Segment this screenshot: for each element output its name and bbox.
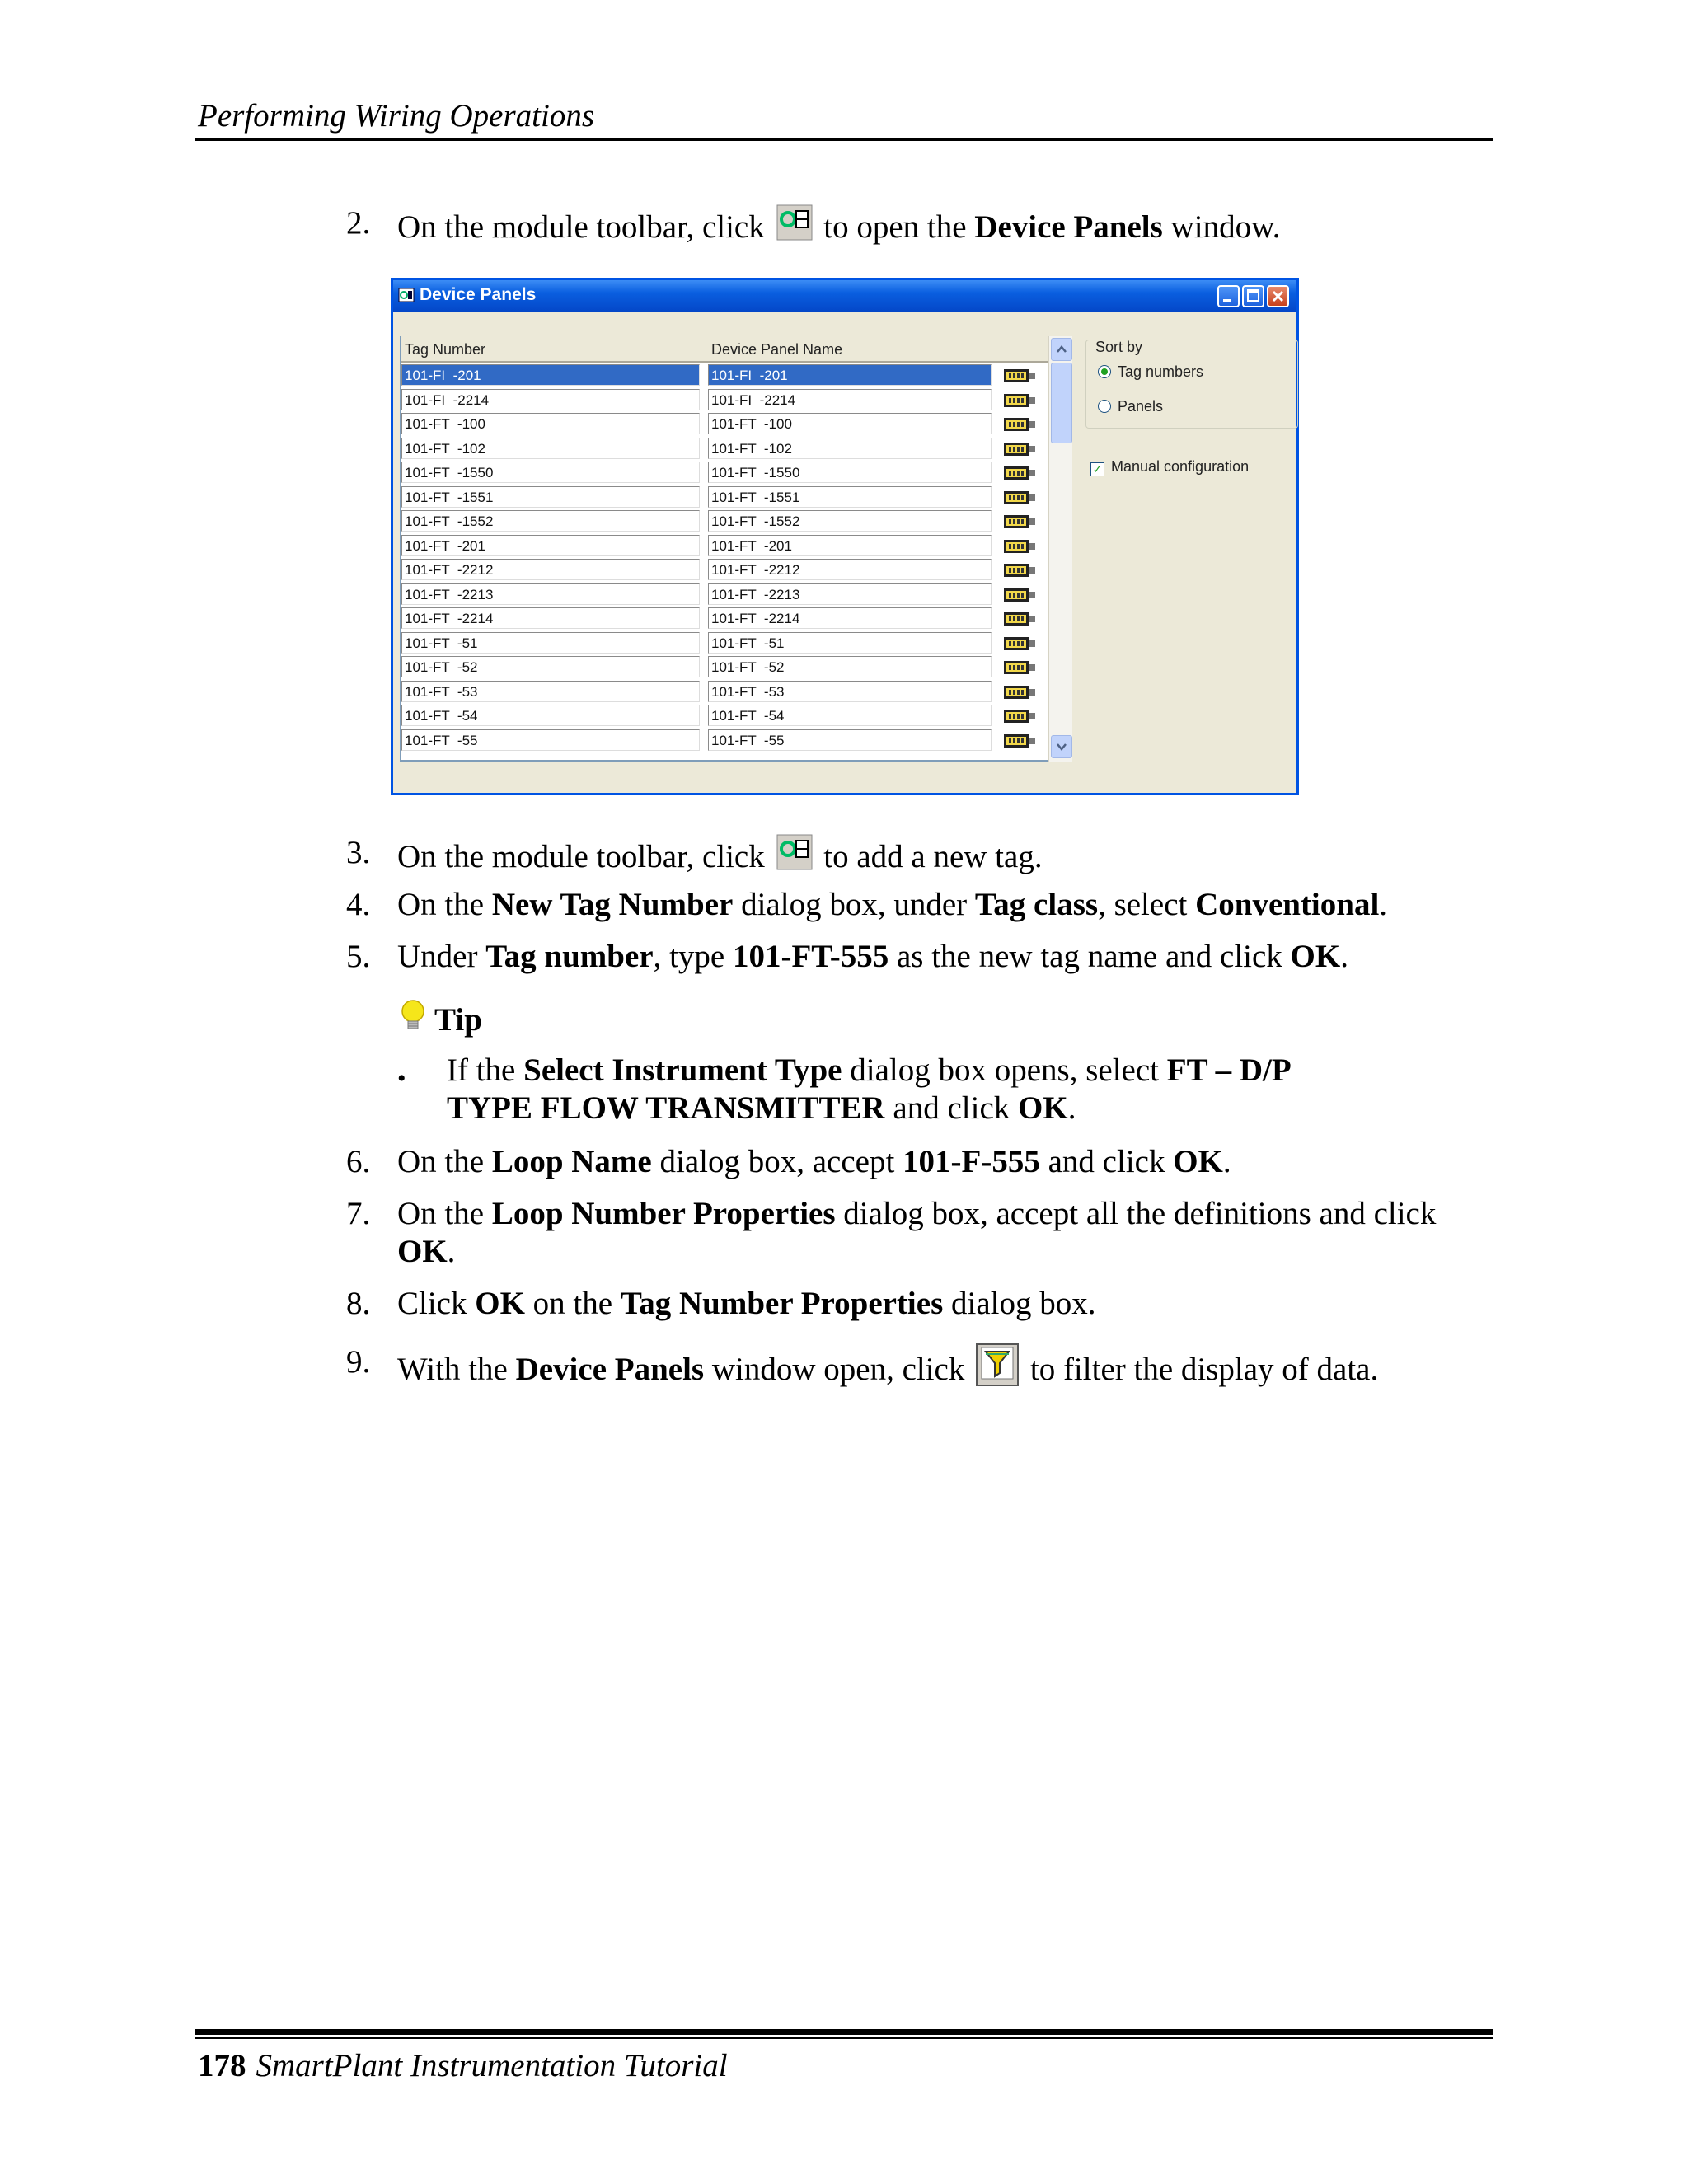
cell-tag-number[interactable]: 101-FT -1552 <box>401 510 700 532</box>
cell-device-panel-name[interactable]: 101-FT -53 <box>708 681 992 702</box>
device-panel-icon[interactable] <box>1003 513 1036 531</box>
table-row[interactable] <box>401 607 1053 631</box>
device-panel-icon[interactable] <box>1003 367 1036 385</box>
cell-tag-number[interactable]: 101-FT -2212 <box>401 559 700 580</box>
tip-heading: Tip <box>399 999 482 1038</box>
cell-tag-number[interactable]: 101-FT -2213 <box>401 583 700 605</box>
checkmark-icon: ✓ <box>1090 462 1104 476</box>
cell-tag-number[interactable]: 101-FT -1551 <box>401 486 700 508</box>
chevron-down-icon <box>1052 736 1071 757</box>
cell-device-panel-name[interactable]: 101-FT -2213 <box>708 583 992 605</box>
minimize-button[interactable] <box>1217 285 1240 307</box>
cell-device-panel-name[interactable]: 101-FI -2214 <box>708 389 992 410</box>
table-row[interactable] <box>401 534 1053 559</box>
close-button[interactable] <box>1267 285 1289 307</box>
window-title: Device Panels <box>420 285 537 304</box>
table-row[interactable] <box>401 461 1053 485</box>
device-panels-toolbar-icon <box>776 204 813 241</box>
page-number: 178 <box>198 2048 246 2083</box>
cell-device-panel-name[interactable]: 101-FT -100 <box>708 413 992 434</box>
device-panel-icon[interactable] <box>1003 658 1036 677</box>
table-row[interactable] <box>401 655 1053 680</box>
cell-tag-number[interactable]: 101-FT -51 <box>401 632 700 654</box>
device-panel-icon[interactable] <box>1003 415 1036 434</box>
window-icon <box>398 287 415 303</box>
table-row[interactable] <box>401 558 1053 583</box>
device-panel-icon[interactable] <box>1003 464 1036 482</box>
device-panel-icon[interactable] <box>1003 586 1036 604</box>
cell-tag-number[interactable]: 101-FT -2214 <box>401 607 700 629</box>
device-panel-icon[interactable] <box>1003 683 1036 701</box>
table-row[interactable] <box>401 729 1053 753</box>
column-header-tag-number[interactable]: Tag Number <box>401 336 708 363</box>
cell-tag-number[interactable]: 101-FT -201 <box>401 535 700 556</box>
table-row[interactable] <box>401 680 1053 705</box>
radio-tag-numbers[interactable]: Tag numbers <box>1098 363 1203 381</box>
device-panel-icon[interactable] <box>1003 537 1036 555</box>
radio-selected-icon <box>1098 365 1111 378</box>
device-panel-icon[interactable] <box>1003 489 1036 507</box>
header-rule <box>195 138 1493 141</box>
table-row[interactable] <box>401 631 1053 656</box>
column-header-device-panel-name[interactable]: Device Panel Name <box>708 336 1048 363</box>
cell-tag-number[interactable]: 101-FT -55 <box>401 729 700 751</box>
sort-by-group <box>1085 340 1298 429</box>
table-row[interactable] <box>401 388 1053 413</box>
cell-device-panel-name[interactable]: 101-FT -1552 <box>708 510 992 532</box>
cell-tag-number[interactable]: 101-FI -2214 <box>401 389 700 410</box>
cell-device-panel-name[interactable]: 101-FT -102 <box>708 438 992 459</box>
table-row[interactable] <box>401 509 1053 534</box>
cell-tag-number[interactable]: 101-FT -1550 <box>401 462 700 483</box>
checkbox-manual-configuration[interactable]: ✓ Manual configuration <box>1090 458 1249 476</box>
new-tag-toolbar-icon <box>776 834 813 870</box>
radio-panels[interactable]: Panels <box>1098 398 1163 415</box>
device-panel-icon[interactable] <box>1003 391 1036 410</box>
grid-rows <box>401 363 1053 752</box>
step-number: 2. <box>346 205 371 241</box>
cell-device-panel-name[interactable]: 101-FT -1550 <box>708 462 992 483</box>
cell-device-panel-name[interactable]: 101-FT -1551 <box>708 486 992 508</box>
cell-tag-number[interactable]: 101-FT -54 <box>401 705 700 726</box>
book-title: SmartPlant Instrumentation Tutorial <box>256 2048 728 2083</box>
scroll-thumb[interactable] <box>1051 363 1072 443</box>
filter-toolbar-icon <box>976 1343 1019 1386</box>
lightbulb-icon <box>399 999 427 1033</box>
table-row[interactable] <box>401 437 1053 462</box>
table-row[interactable] <box>401 412 1053 437</box>
cell-device-panel-name[interactable]: 101-FT -54 <box>708 705 992 726</box>
cell-tag-number[interactable]: 101-FT -53 <box>401 681 700 702</box>
cell-tag-number[interactable]: 101-FT -102 <box>401 438 700 459</box>
cell-tag-number[interactable]: 101-FT -52 <box>401 656 700 677</box>
device-panel-icon[interactable] <box>1003 561 1036 579</box>
table-row[interactable] <box>401 704 1053 729</box>
cell-tag-number[interactable]: 101-FT -100 <box>401 413 700 434</box>
cell-device-panel-name[interactable]: 101-FI -201 <box>708 364 992 386</box>
cell-device-panel-name[interactable]: 101-FT -2212 <box>708 559 992 580</box>
chevron-up-icon <box>1052 339 1071 360</box>
vertical-scrollbar[interactable] <box>1048 336 1072 762</box>
scroll-up-button[interactable] <box>1051 338 1072 361</box>
cell-tag-number[interactable]: 101-FI -201 <box>401 364 700 386</box>
close-icon <box>1268 287 1287 306</box>
footer-rule <box>195 2029 1493 2035</box>
cell-device-panel-name[interactable]: 101-FT -2214 <box>708 607 992 629</box>
device-panel-icon[interactable] <box>1003 635 1036 653</box>
maximize-icon <box>1244 287 1263 306</box>
cell-device-panel-name[interactable]: 101-FT -201 <box>708 535 992 556</box>
minimize-icon <box>1219 287 1238 306</box>
device-panel-icon[interactable] <box>1003 440 1036 458</box>
maximize-button[interactable] <box>1242 285 1264 307</box>
cell-device-panel-name[interactable]: 101-FT -52 <box>708 656 992 677</box>
footer <box>198 2047 728 2084</box>
device-panel-icon[interactable] <box>1003 732 1036 750</box>
device-panels-window <box>391 278 1299 795</box>
tip-text: If the Select Instrument Type dialog box opens, select FT – D/P TYPE FLOW TRANSMITTER and click OK. <box>447 1052 1292 1126</box>
table-row[interactable] <box>401 363 1053 388</box>
radio-unselected-icon <box>1098 400 1111 413</box>
scroll-down-button[interactable] <box>1051 735 1072 758</box>
window-titlebar[interactable] <box>393 280 1296 312</box>
tip-bullet-icon: • <box>397 1065 406 1092</box>
device-panel-icon[interactable] <box>1003 707 1036 725</box>
table-row[interactable] <box>401 485 1053 510</box>
running-header: Performing Wiring Operations <box>198 98 595 134</box>
cell-device-panel-name[interactable]: 101-FT -55 <box>708 729 992 751</box>
sort-by-label: Sort by <box>1093 339 1145 356</box>
cell-device-panel-name[interactable]: 101-FT -51 <box>708 632 992 654</box>
footer-rule-thin <box>195 2037 1493 2039</box>
device-panel-icon[interactable] <box>1003 610 1036 628</box>
table-row[interactable] <box>401 583 1053 607</box>
